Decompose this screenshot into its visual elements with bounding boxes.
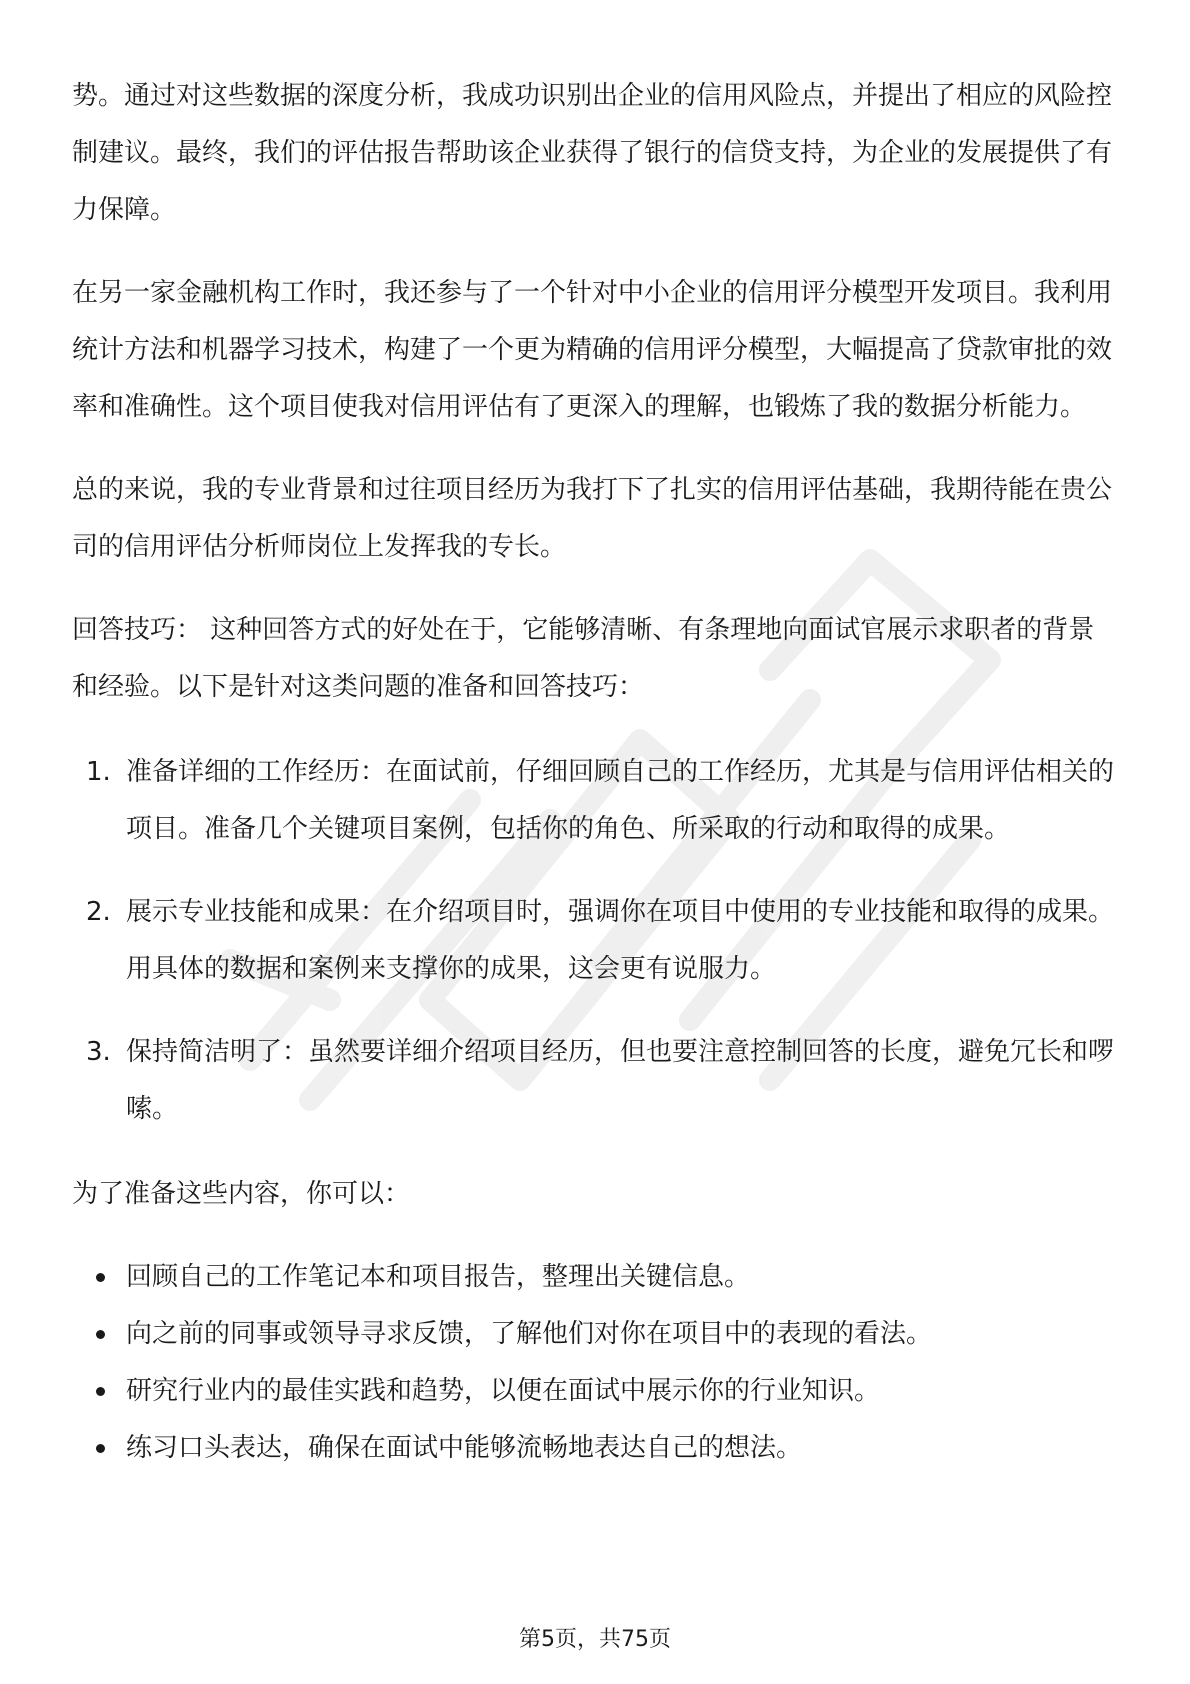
list-item-text: 展示专业技能和成果：在介绍项目时，强调你在项目中使用的专业技能和取得的成果。用具体的数据和案例来支撑你的成果，这会更有说服力。 bbox=[126, 897, 1115, 984]
list-item-text: 保持简洁明了：虽然要详细介绍项目经历，但也要注意控制回答的长度，避免冗长和啰嗦。 bbox=[126, 1037, 1115, 1124]
bullet-icon bbox=[96, 1444, 105, 1453]
tips-list-item bbox=[72, 1024, 1118, 1138]
paragraph-summary: 总的来说，我的专业背景和过往项目经历为我打下了扎实的信用评估基础，我期待能在贵公司的信用评估分析师岗位上发挥我的专长。 bbox=[72, 475, 1113, 562]
bullet-icon bbox=[96, 1273, 105, 1282]
list-item-text: 准备详细的工作经历：在面试前，仔细回顾自己的工作经历，尤其是与信用评估相关的项目。准备几个关键项目案例，包括你的角色、所采取的行动和取得的成果。 bbox=[126, 757, 1115, 844]
list-item-text: 向之前的同事或领导寻求反馈，了解他们对你在项目中的表现的看法。 bbox=[126, 1319, 933, 1349]
tips-list bbox=[72, 744, 1118, 1138]
list-item-text: 研究行业内的最佳实践和趋势，以便在面试中展示你的行业知识。 bbox=[126, 1376, 881, 1406]
list-item-text: 练习口头表达，确保在面试中能够流畅地表达自己的想法。 bbox=[126, 1433, 803, 1463]
bullet-icon bbox=[96, 1387, 105, 1396]
tips-list-item bbox=[72, 884, 1118, 998]
list-number: 2. bbox=[86, 897, 111, 927]
actions-list-item bbox=[72, 1363, 1118, 1420]
list-number: 3. bbox=[86, 1037, 111, 1067]
list-number: 1. bbox=[86, 757, 111, 787]
document-body bbox=[72, 68, 1118, 1477]
actions-list-item bbox=[72, 1420, 1118, 1477]
page-number: 第5页，共75页 bbox=[519, 1627, 671, 1652]
bullet-icon bbox=[96, 1330, 105, 1339]
paragraph-prepare: 为了准备这些内容，你可以： bbox=[72, 1179, 411, 1209]
list-item-text: 回顾自己的工作笔记本和项目报告，整理出关键信息。 bbox=[126, 1262, 751, 1292]
actions-list bbox=[72, 1249, 1118, 1477]
paragraph-continuation: 势。通过对这些数据的深度分析，我成功识别出企业的信用风险点，并提出了相应的风险控制建议。最终，我们的评估报告帮助该企业获得了银行的信贷支持，为企业的发展提供了有力保障。 bbox=[72, 81, 1113, 225]
actions-list-item bbox=[72, 1249, 1118, 1306]
actions-list-item bbox=[72, 1306, 1118, 1363]
paragraph-project-experience: 在另一家金融机构工作时，我还参与了一个针对中小企业的信用评分模型开发项目。我利用统计方法和机器学习技术，构建了一个更为精确的信用评分模型，大幅提高了贷款审批的效率和准确性。这个项目使我对信用评估有了更深入的理解，也锻炼了我的数据分析能力。 bbox=[72, 278, 1113, 422]
tips-list-item bbox=[72, 744, 1118, 858]
paragraph-tips-intro: 回答技巧： 这种回答方式的好处在于，它能够清晰、有条理地向面试官展示求职者的背景和经验。以下是针对这类问题的准备和回答技巧： bbox=[72, 615, 1095, 702]
